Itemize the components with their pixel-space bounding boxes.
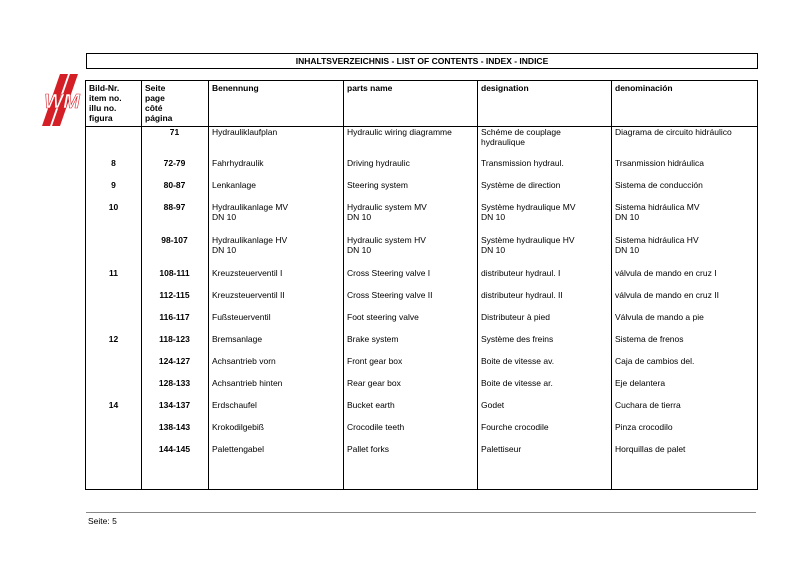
cell-page: 112-115 (159, 290, 190, 300)
cell-de (212, 290, 340, 300)
header-page-line: page (145, 93, 165, 103)
cell-de (212, 180, 340, 190)
cell-en (347, 334, 475, 344)
cell-es (615, 202, 755, 222)
cell-es (615, 127, 755, 137)
cell-line: Godet (481, 400, 505, 410)
cell-page: 138-143 (158, 422, 191, 432)
cell-page: 80-87 (163, 180, 186, 190)
wm-logo (38, 74, 86, 126)
cell-item: 10 (108, 202, 119, 212)
cell-de (212, 444, 340, 454)
cell-de (212, 378, 340, 388)
cell-line: DN 10 (615, 212, 640, 222)
cell-page: 118-123 (159, 334, 190, 344)
cell-fr (481, 158, 609, 168)
cell-en (347, 235, 475, 255)
cell-es (615, 400, 755, 410)
cell-line: Distributeur à pied (481, 312, 550, 322)
cell-fr (481, 400, 609, 410)
cell-fr (481, 312, 609, 322)
cell-en (347, 312, 475, 322)
header-page-line: Seite (145, 83, 166, 93)
cell-line: distributeur hydraul. I (481, 268, 561, 278)
cell-fr (481, 180, 609, 190)
cell-line: Erdschaufel (212, 400, 257, 410)
cell-fr (481, 334, 609, 344)
cell-de (212, 127, 340, 137)
cell-line: Trsanmission hidráulica (615, 158, 704, 168)
cell-line: DN 10 (481, 245, 506, 255)
cell-line: Achsantrieb hinten (212, 378, 283, 388)
cell-line: Fourche crocodile (481, 422, 549, 432)
cell-line: Sistema de conducción (615, 180, 703, 190)
column-divider (477, 81, 478, 489)
cell-fr (481, 202, 609, 222)
cell-es (615, 422, 755, 432)
column-divider (611, 81, 612, 489)
cell-line: Boite de vitesse ar. (481, 378, 553, 388)
cell-line: Palettengabel (212, 444, 264, 454)
cell-line: válvula de mando en cruz II (615, 290, 719, 300)
cell-line: Sistema hidráulica MV (615, 202, 700, 212)
cell-line: Fußsteuerventil (212, 312, 271, 322)
cell-item: 12 (108, 334, 119, 344)
cell-de (212, 312, 340, 322)
cell-es (615, 356, 755, 366)
cell-line: Pallet forks (347, 444, 390, 454)
cell-line: DN 10 (481, 212, 506, 222)
cell-es (615, 378, 755, 388)
cell-es (615, 312, 755, 322)
header-english: parts name (347, 83, 393, 93)
cell-line: Système de direction (481, 180, 561, 190)
cell-line: DN 10 (212, 212, 237, 222)
cell-item: 9 (111, 180, 116, 190)
cell-line: Driving hydraulic (347, 158, 410, 168)
cell-en (347, 202, 475, 222)
cell-line: Fahrhydraulik (212, 158, 264, 168)
cell-en (347, 158, 475, 168)
column-divider (208, 81, 209, 489)
cell-line: Cuchara de tierra (615, 400, 681, 410)
cell-line: DN 10 (212, 245, 237, 255)
cell-line: Caja de cambios del. (615, 356, 695, 366)
cell-line: distributeur hydraul. II (481, 290, 563, 300)
cell-line: Kreuzsteuerventil I (212, 268, 283, 278)
cell-line: Sistema hidráulica HV (615, 235, 699, 245)
cell-line: Hydraulic system MV (347, 202, 427, 212)
cell-de (212, 235, 340, 255)
cell-line: Hydraulikanlage HV (212, 235, 288, 245)
cell-fr (481, 356, 609, 366)
contents-table (85, 80, 758, 490)
cell-line: Achsantrieb vorn (212, 356, 276, 366)
header-french: designation (481, 83, 529, 93)
cell-line: DN 10 (347, 245, 372, 255)
header-item-line: Bild-Nr. (89, 83, 120, 93)
cell-line: hydraulique (481, 137, 525, 147)
cell-line: DN 10 (615, 245, 640, 255)
cell-en (347, 268, 475, 278)
header-item-line: figura (89, 113, 113, 123)
cell-line: DN 10 (347, 212, 372, 222)
cell-page: 128-133 (158, 378, 191, 388)
cell-line: válvula de mando en cruz I (615, 268, 717, 278)
cell-line: Hydrauliklaufplan (212, 127, 278, 137)
cell-line: Sistema de frenos (615, 334, 684, 344)
cell-page: 116-117 (159, 312, 190, 322)
cell-fr (481, 422, 609, 432)
cell-es (615, 290, 755, 300)
cell-line: Válvula de mando a pie (615, 312, 704, 322)
cell-de (212, 334, 340, 344)
cell-page: 72-79 (163, 158, 186, 168)
cell-item: 8 (111, 158, 116, 168)
cell-en (347, 422, 475, 432)
cell-es (615, 180, 755, 190)
cell-line: Rear gear box (347, 378, 401, 388)
cell-line: Kreuzsteuerventil II (212, 290, 285, 300)
cell-line: Bucket earth (347, 400, 395, 410)
cell-line: Bremsanlage (212, 334, 263, 344)
cell-de (212, 356, 340, 366)
cell-line: Diagrama de circuito hidráulico (615, 127, 732, 137)
cell-page: 88-97 (163, 202, 186, 212)
header-page (145, 83, 172, 123)
cell-en (347, 444, 475, 454)
cell-fr (481, 235, 609, 255)
cell-line: Système hydraulique MV (481, 202, 576, 212)
cell-line: Steering system (347, 180, 408, 190)
logo-text: WM (44, 91, 80, 113)
cell-line: Boite de vitesse av. (481, 356, 555, 366)
cell-en (347, 356, 475, 366)
cell-line: Pinza crocodilo (615, 422, 673, 432)
cell-fr (481, 444, 609, 454)
cell-fr (481, 290, 609, 300)
footer-divider (86, 512, 756, 513)
cell-line: Palettiseur (481, 444, 522, 454)
cell-page: 98-107 (161, 235, 188, 245)
cell-line: Hydraulikanlage MV (212, 202, 289, 212)
cell-line: Foot steering valve (347, 312, 419, 322)
cell-line: Cross Steering valve I (347, 268, 431, 278)
cell-line: Eje delantera (615, 378, 666, 388)
cell-page: 144-145 (158, 444, 191, 454)
cell-de (212, 202, 340, 222)
cell-page: 108-111 (159, 268, 190, 278)
cell-line: Brake system (347, 334, 399, 344)
header-item-line: illu no. (89, 103, 117, 113)
cell-es (615, 158, 755, 168)
header-german: Benennung (212, 83, 259, 93)
cell-item: 14 (108, 400, 119, 410)
cell-line: Hydraulic wiring diagramme (347, 127, 452, 137)
cell-de (212, 158, 340, 168)
cell-page: 124-127 (158, 356, 191, 366)
cell-en (347, 378, 475, 388)
cell-fr (481, 268, 609, 278)
cell-fr (481, 127, 609, 147)
cell-fr (481, 378, 609, 388)
cell-line: Crocodile teeth (347, 422, 405, 432)
cell-line: Système des freins (481, 334, 554, 344)
cell-line: Krokodilgebiß (212, 422, 264, 432)
page-title: INHALTSVERZEICHNIS - LIST OF CONTENTS - INDEX - INDICE (86, 53, 758, 69)
header-item-no (89, 83, 122, 123)
cell-es (615, 268, 755, 278)
cell-es (615, 235, 755, 255)
cell-es (615, 334, 755, 344)
header-page-line: côté (145, 103, 163, 113)
cell-page: 134-137 (158, 400, 191, 410)
header-spanish: denominación (615, 83, 673, 93)
header-item-line: item no. (89, 93, 122, 103)
cell-item: 11 (109, 268, 118, 278)
cell-en (347, 180, 475, 190)
header-page-line: página (145, 113, 173, 123)
cell-line: Horquillas de palet (615, 444, 686, 454)
cell-line: Lenkanlage (212, 180, 256, 190)
column-divider (343, 81, 344, 489)
cell-en (347, 290, 475, 300)
cell-line: Système hydraulique HV (481, 235, 575, 245)
cell-line: Cross Steering valve II (347, 290, 433, 300)
cell-en (347, 400, 475, 410)
cell-de (212, 268, 340, 278)
cell-es (615, 444, 755, 454)
cell-line: Hydraulic system HV (347, 235, 426, 245)
page-number: Seite: 5 (88, 516, 117, 526)
cell-line: Schéme de couplage (481, 127, 561, 137)
cell-en (347, 127, 475, 137)
cell-line: Front gear box (347, 356, 403, 366)
cell-de (212, 400, 340, 410)
cell-page: 71 (169, 127, 180, 137)
cell-de (212, 422, 340, 432)
cell-line: Transmission hydraul. (481, 158, 564, 168)
